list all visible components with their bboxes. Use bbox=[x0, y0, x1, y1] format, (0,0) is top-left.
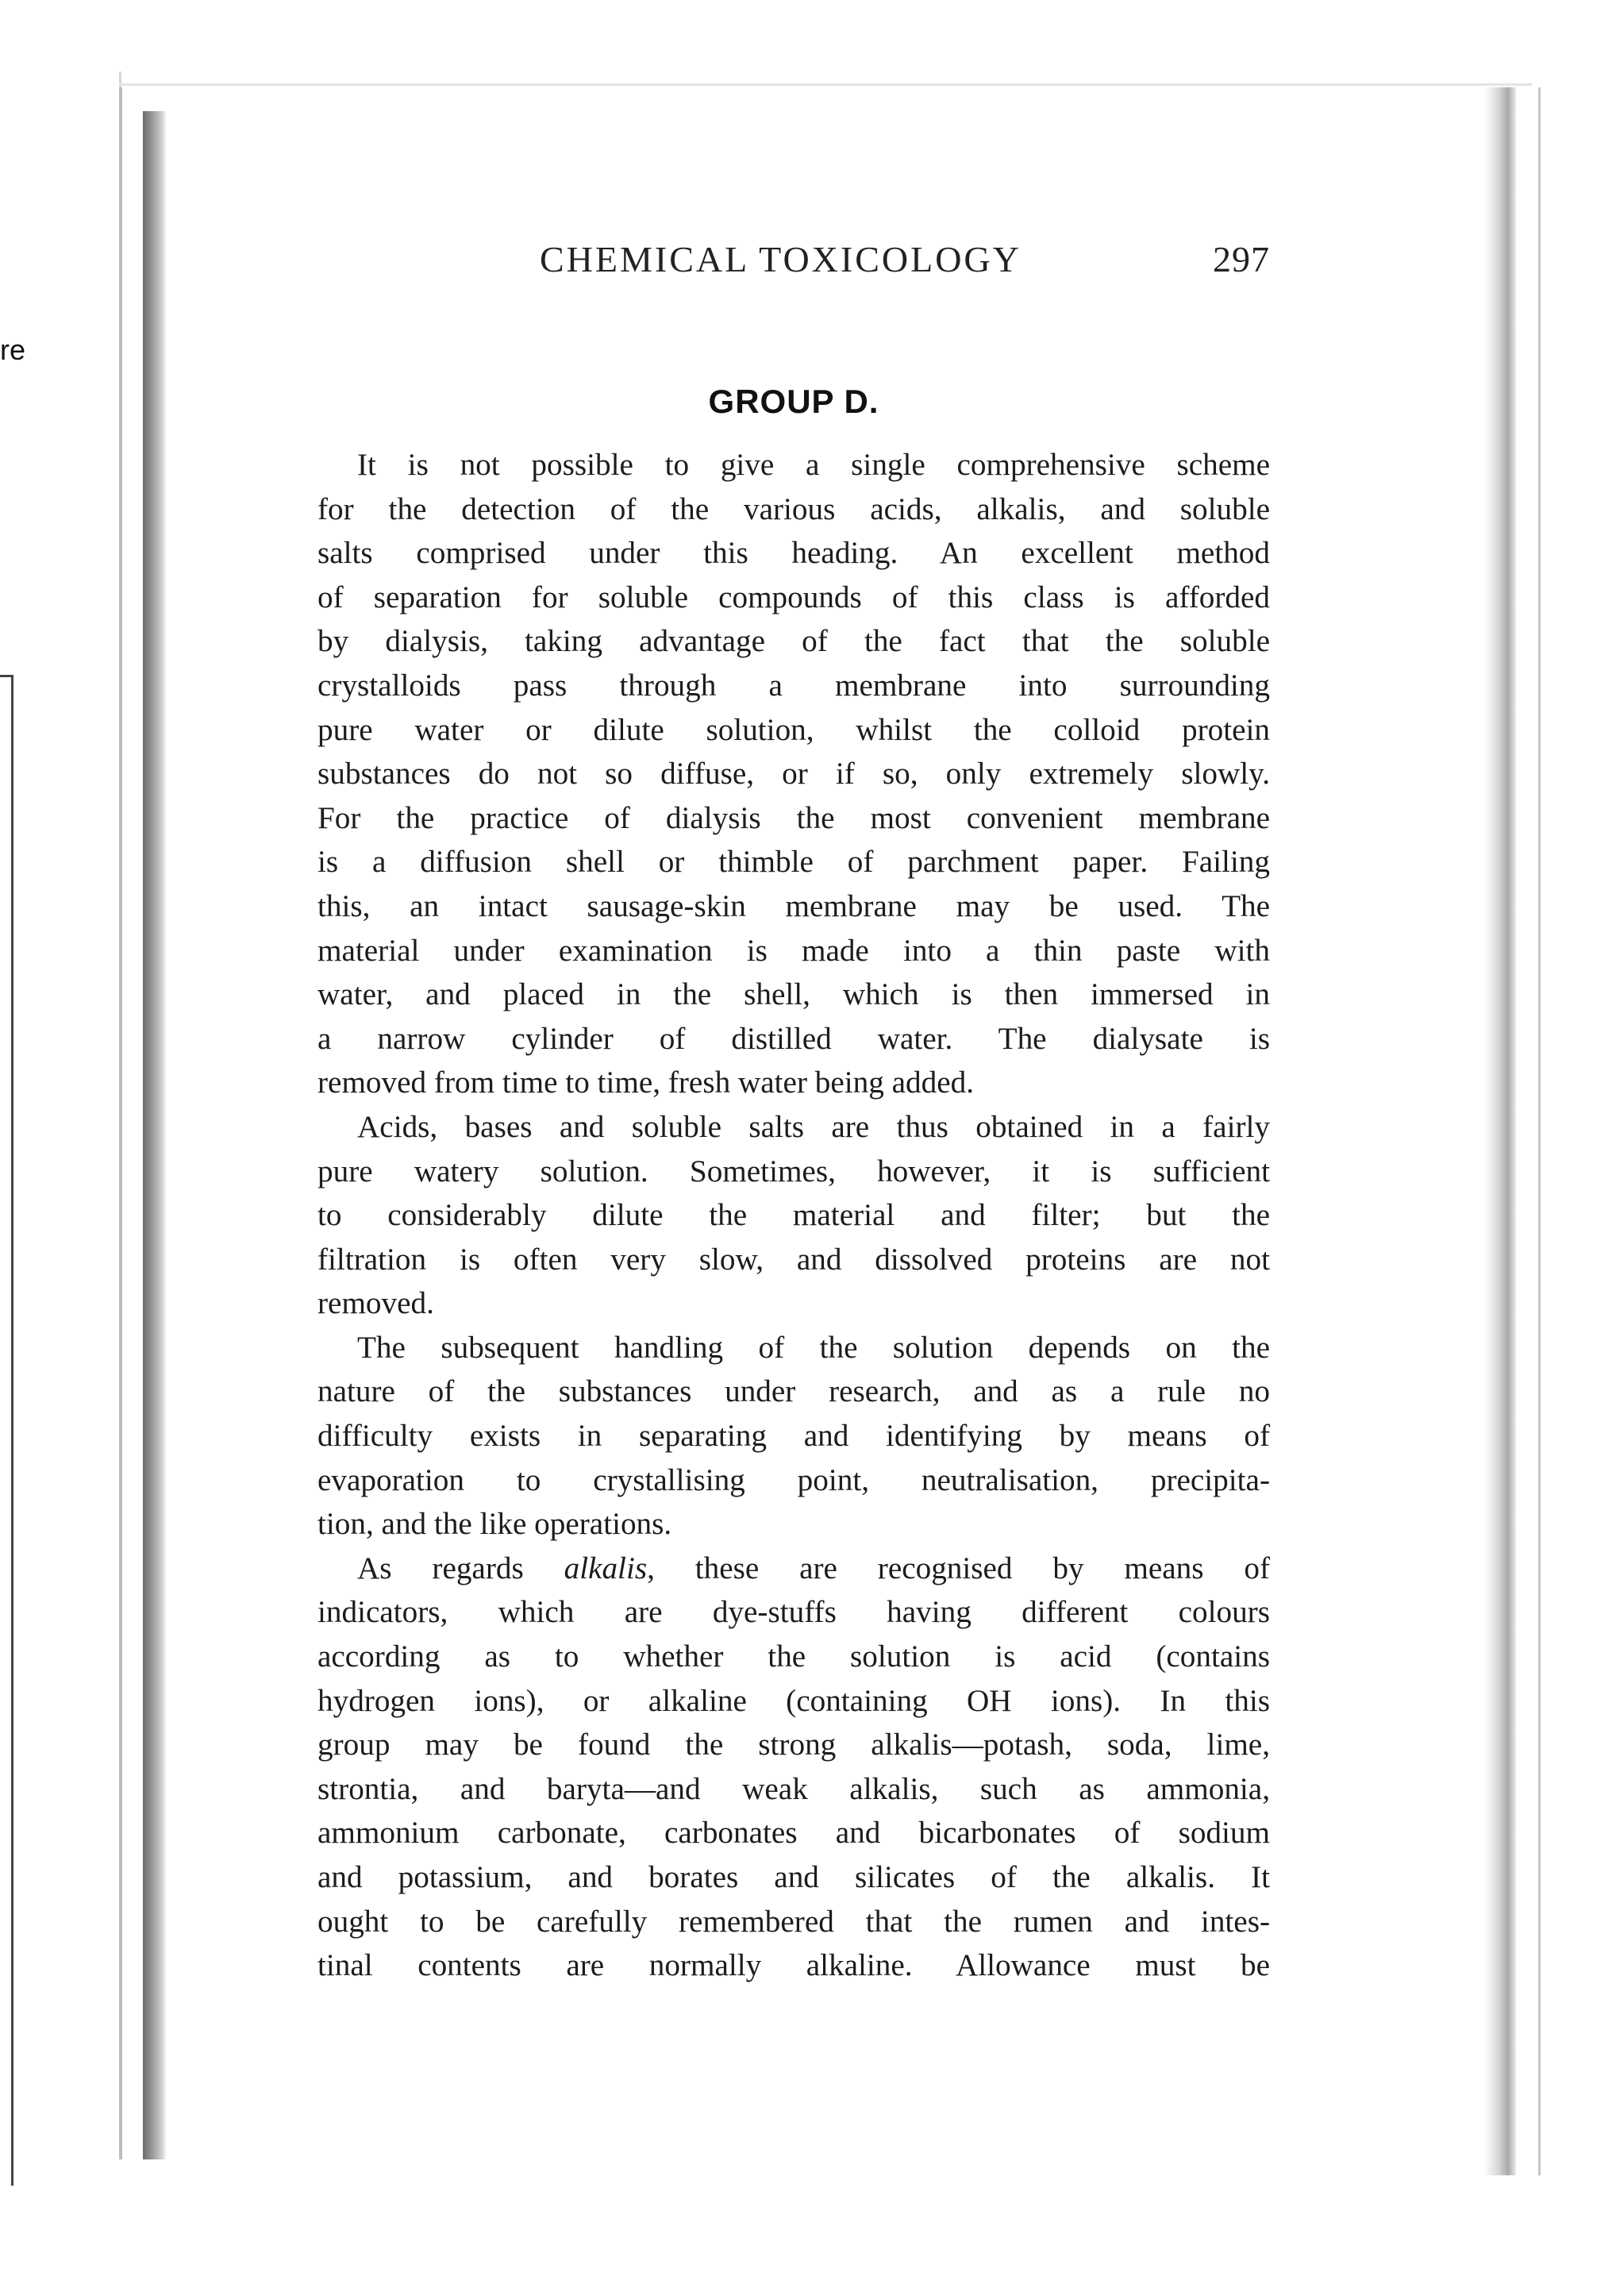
text-line: pure water or dilute solution, whilst the colloid protein bbox=[317, 712, 1270, 747]
text-line: nature of the substances under research, and as a rule no bbox=[317, 1374, 1270, 1409]
text-line: evaporation to crystallising point, neutralisation, precipita- bbox=[317, 1462, 1270, 1497]
paragraph-4 bbox=[317, 1547, 1270, 1988]
text-line: removed. bbox=[317, 1286, 434, 1321]
text-line: indicators, which are dye-stuffs having different colours bbox=[317, 1595, 1270, 1630]
text-line: ammonium carbonate, carbonates and bicarbonates of sodium bbox=[317, 1816, 1270, 1851]
running-header bbox=[317, 238, 1270, 286]
facing-page-text-fragment: re bbox=[0, 333, 26, 366]
text-line: this, an intact sausage-skin membrane may be used. The bbox=[317, 888, 1270, 923]
text-line: material under examination is made into a thin paste with bbox=[317, 933, 1270, 968]
page-right-edge-line bbox=[1538, 87, 1541, 2175]
text-line: substances do not so diffuse, or if so, only extremely slowly. bbox=[317, 757, 1270, 792]
text-line: ought to be carefully remembered that the rumen and intes- bbox=[317, 1904, 1270, 1939]
text-line: hydrogen ions), or alkaline (containing OH ions). In this bbox=[317, 1683, 1270, 1718]
text-line: crystalloids pass through a membrane into surrounding bbox=[317, 668, 1270, 703]
paragraph-1 bbox=[317, 443, 1270, 1105]
text-run: , these are recognised by means of bbox=[647, 1551, 1271, 1585]
text-line: The subsequent handling of the solution depends on the bbox=[357, 1330, 1270, 1365]
paragraph-2 bbox=[317, 1105, 1270, 1326]
text-line: difficulty exists in separating and identifying by means of bbox=[317, 1419, 1270, 1454]
text-line: and potassium, and borates and silicates of the alkalis. It bbox=[317, 1860, 1270, 1894]
text-line: tion, and the like operations. bbox=[317, 1507, 672, 1542]
text-line: a narrow cylinder of distilled water. The dialysate is bbox=[317, 1021, 1270, 1056]
text-line: salts comprised under this heading. An excellent method bbox=[317, 536, 1270, 571]
page-number: 297 bbox=[1213, 239, 1270, 279]
text-line: Acids, bases and soluble salts are thus obtained in a fairly bbox=[357, 1109, 1270, 1144]
facing-page-rule bbox=[0, 675, 13, 2186]
text-line: to considerably dilute the material and filter; but the bbox=[317, 1198, 1270, 1233]
text-line: for the detection of the various acids, alkalis, and soluble bbox=[317, 491, 1270, 526]
text-line: filtration is often very slow, and dissolved proteins are not bbox=[317, 1242, 1270, 1277]
text-line: tinal contents are normally alkaline. Allowance must be bbox=[317, 1948, 1270, 1983]
page-right-edge-shadow bbox=[1484, 87, 1516, 2175]
text-line: strontia, and baryta—and weak alkalis, such as ammonia, bbox=[317, 1771, 1270, 1806]
text-line: of separation for soluble compounds of this class is afforded bbox=[317, 580, 1270, 614]
italic-term: alkalis bbox=[564, 1551, 648, 1585]
text-line: For the practice of dialysis the most convenient membrane bbox=[317, 800, 1270, 835]
running-title: CHEMICAL TOXICOLOGY bbox=[540, 239, 1022, 279]
gutter-line bbox=[119, 87, 122, 2159]
text-line: It is not possible to give a single comprehensive scheme bbox=[357, 448, 1270, 482]
text-run: As regards bbox=[357, 1551, 524, 1585]
text-line: by dialysis, taking advantage of the fact that the soluble bbox=[317, 624, 1270, 659]
page-top-edge bbox=[119, 83, 1532, 86]
gutter-shadow bbox=[143, 111, 167, 2159]
section-heading: GROUP D. bbox=[708, 383, 879, 420]
text-line: pure watery solution. Sometimes, however, it is sufficient bbox=[317, 1154, 1270, 1188]
text-line: group may be found the strong alkalis—potash, soda, lime, bbox=[317, 1728, 1270, 1762]
text-line bbox=[317, 1547, 1270, 1591]
text-line: according as to whether the solution is acid (contains bbox=[317, 1639, 1270, 1674]
text-line: removed from time to time, fresh water being added. bbox=[317, 1065, 975, 1100]
text-line: is a diffusion shell or thimble of parchment paper. Failing bbox=[317, 845, 1270, 880]
paragraph-3 bbox=[317, 1326, 1270, 1547]
book-page bbox=[317, 238, 1270, 1988]
text-line: water, and placed in the shell, which is then immersed in bbox=[317, 977, 1270, 1012]
facing-page-edge bbox=[0, 71, 121, 2159]
